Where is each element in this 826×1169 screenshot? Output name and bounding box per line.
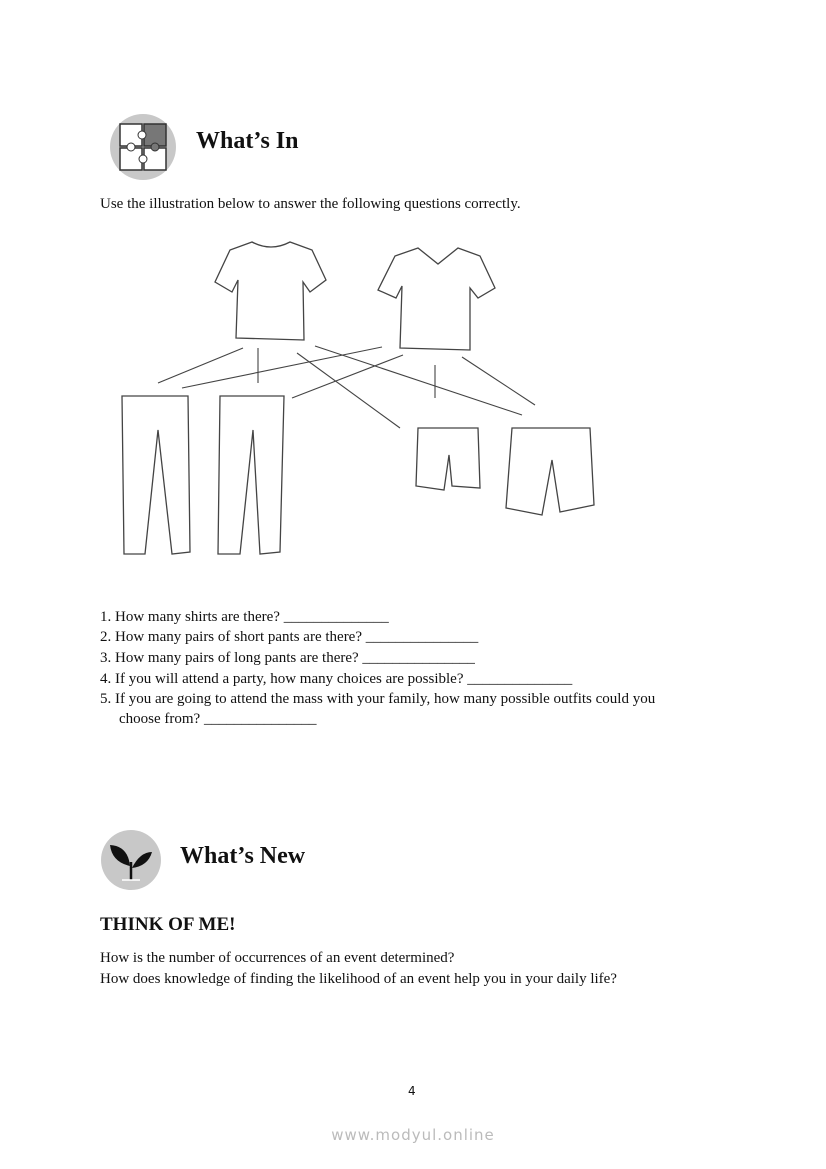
page-number: 4	[408, 1084, 416, 1098]
question-2: 2. How many pairs of short pants are there? _______________	[100, 629, 479, 645]
short-pants-icon	[506, 428, 594, 515]
short-pants-icon	[416, 428, 480, 490]
clothes-illustration	[122, 242, 594, 554]
question-4: 4. If you will attend a party, how many choices are possible? ______________	[100, 671, 573, 687]
plant-sprout-icon	[101, 830, 161, 890]
long-pants-icon	[218, 396, 284, 554]
connector-lines	[158, 346, 535, 428]
question-1: 1. How many shirts are there? ______________	[100, 609, 389, 625]
question-5-continued: choose from? _______________	[119, 711, 317, 727]
shirt-icon	[378, 248, 495, 350]
question-3: 3. How many pairs of long pants are there? _______________	[100, 650, 475, 666]
subtitle-think-of-me: THINK OF ME!	[100, 914, 236, 935]
new-question-1: How is the number of occurrences of an event determined?	[100, 950, 455, 966]
shirt-icon	[215, 242, 326, 340]
section-title-whats-new: What’s New	[180, 843, 306, 869]
section-title-whats-in: What’s In	[196, 128, 299, 154]
new-question-2: How does knowledge of finding the likelihood of an event help you in your daily life?	[100, 971, 617, 987]
watermark: www.modyul.online	[331, 1126, 495, 1144]
long-pants-icon	[122, 396, 190, 554]
instruction-text: Use the illustration below to answer the following questions correctly.	[100, 196, 521, 212]
puzzle-icon	[110, 114, 176, 180]
question-5: 5. If you are going to attend the mass with your family, how many possible outfits could you	[100, 691, 656, 707]
